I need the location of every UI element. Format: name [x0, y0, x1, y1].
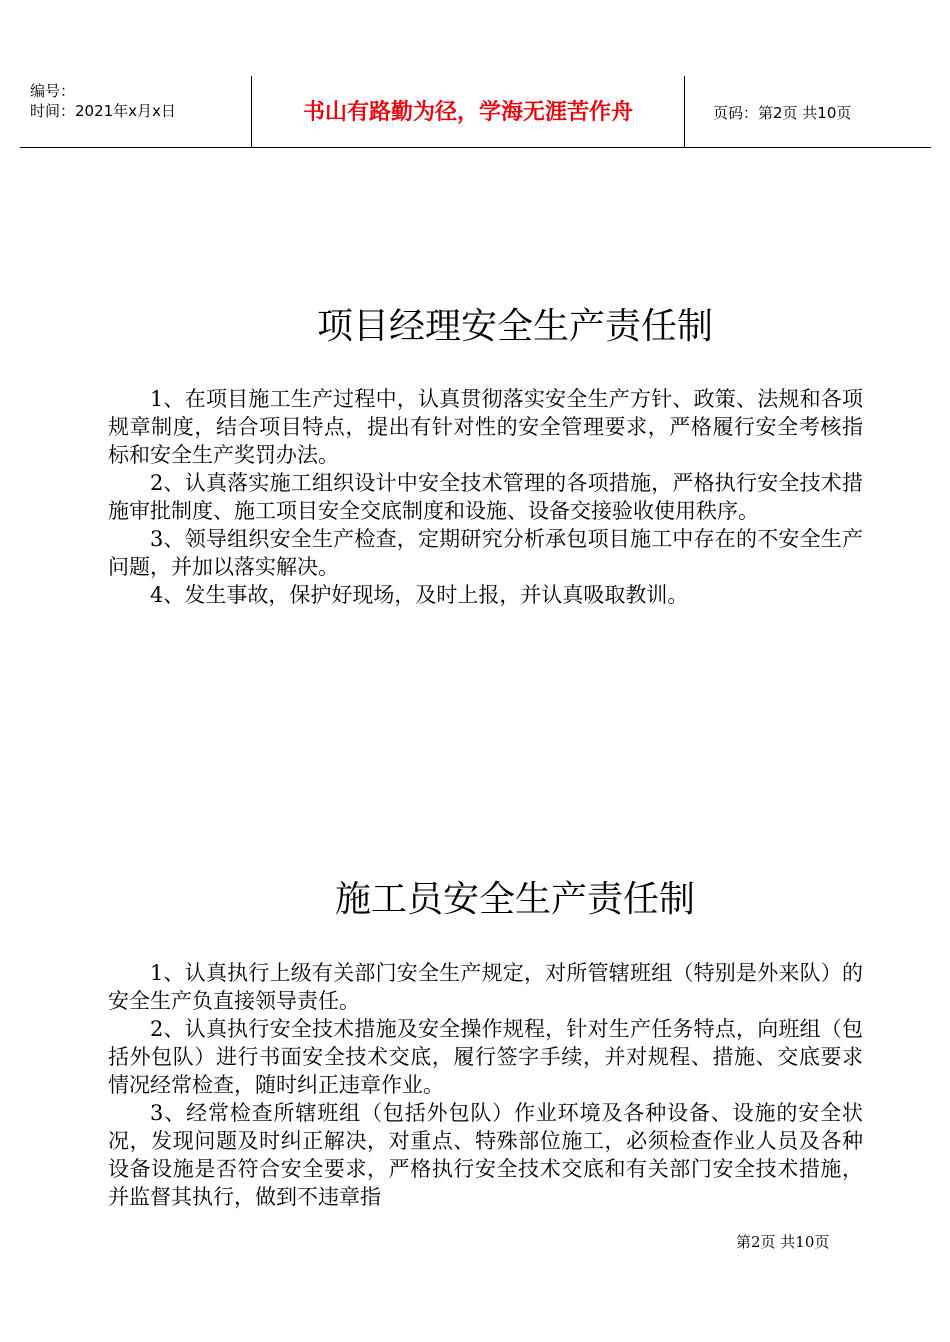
section-body-construction-worker	[108, 959, 863, 1211]
section-body-project-manager	[108, 385, 863, 609]
section-title-construction-worker: 施工员安全生产责任制	[334, 879, 695, 920]
document-number-label: 编号：	[30, 82, 76, 100]
header-page-cell	[685, 76, 931, 147]
paragraph: 1、在项目施工生产过程中，认真贯彻落实安全生产方针、政策、法规和各项规章制度，结合项目特点，提出有针对性的安全管理要求，严格履行安全考核指标和安全生产奖罚办法。	[108, 387, 863, 467]
header-motto-cell	[252, 76, 685, 147]
page-footer: 第2页 共10页	[736, 1233, 830, 1251]
section-title-project-manager: 项目经理安全生产责任制	[316, 306, 713, 347]
page-header	[20, 76, 931, 148]
header-meta-cell	[20, 76, 252, 147]
paragraph: 2、认真落实施工组织设计中安全技术管理的各项措施，严格执行安全技术措施审批制度、施工项目安全交底制度和设施、设备交接验收使用秩序。	[108, 471, 863, 523]
paragraph: 2、认真执行安全技术措施及安全操作规程，针对生产任务特点，向班组（包括外包队）进行书面安全技术交底，履行签字手续，并对规程、措施、交底要求情况经常检查，随时纠正违章作业。	[108, 1017, 863, 1097]
motto-text: 书山有路勤为径，学海无涯苦作舟	[302, 100, 633, 125]
page-info: 页码：第2页 共10页	[713, 104, 852, 122]
paragraph: 3、领导组织安全生产检查，定期研究分析承包项目施工中存在的不安全生产问题，并加以落实解决。	[108, 527, 863, 579]
paragraph: 3、经常检查所辖班组（包括外包队）作业环境及各种设备、设施的安全状况，发现问题及时纠正解决，对重点、特殊部位施工，必须检查作业人员及各种设备设施是否符合安全要求，严格执行安全技术交底和有关部门安全技术措施，并监督其执行，做到不违章指	[108, 1101, 863, 1209]
paragraph: 4、发生事故，保护好现场，及时上报，并认真吸取教训。	[150, 583, 689, 607]
document-time-label: 时间：2021年x月x日	[30, 102, 176, 120]
paragraph: 1、认真执行上级有关部门安全生产规定，对所管辖班组（特别是外来队）的安全生产负直接领导责任。	[108, 961, 863, 1013]
